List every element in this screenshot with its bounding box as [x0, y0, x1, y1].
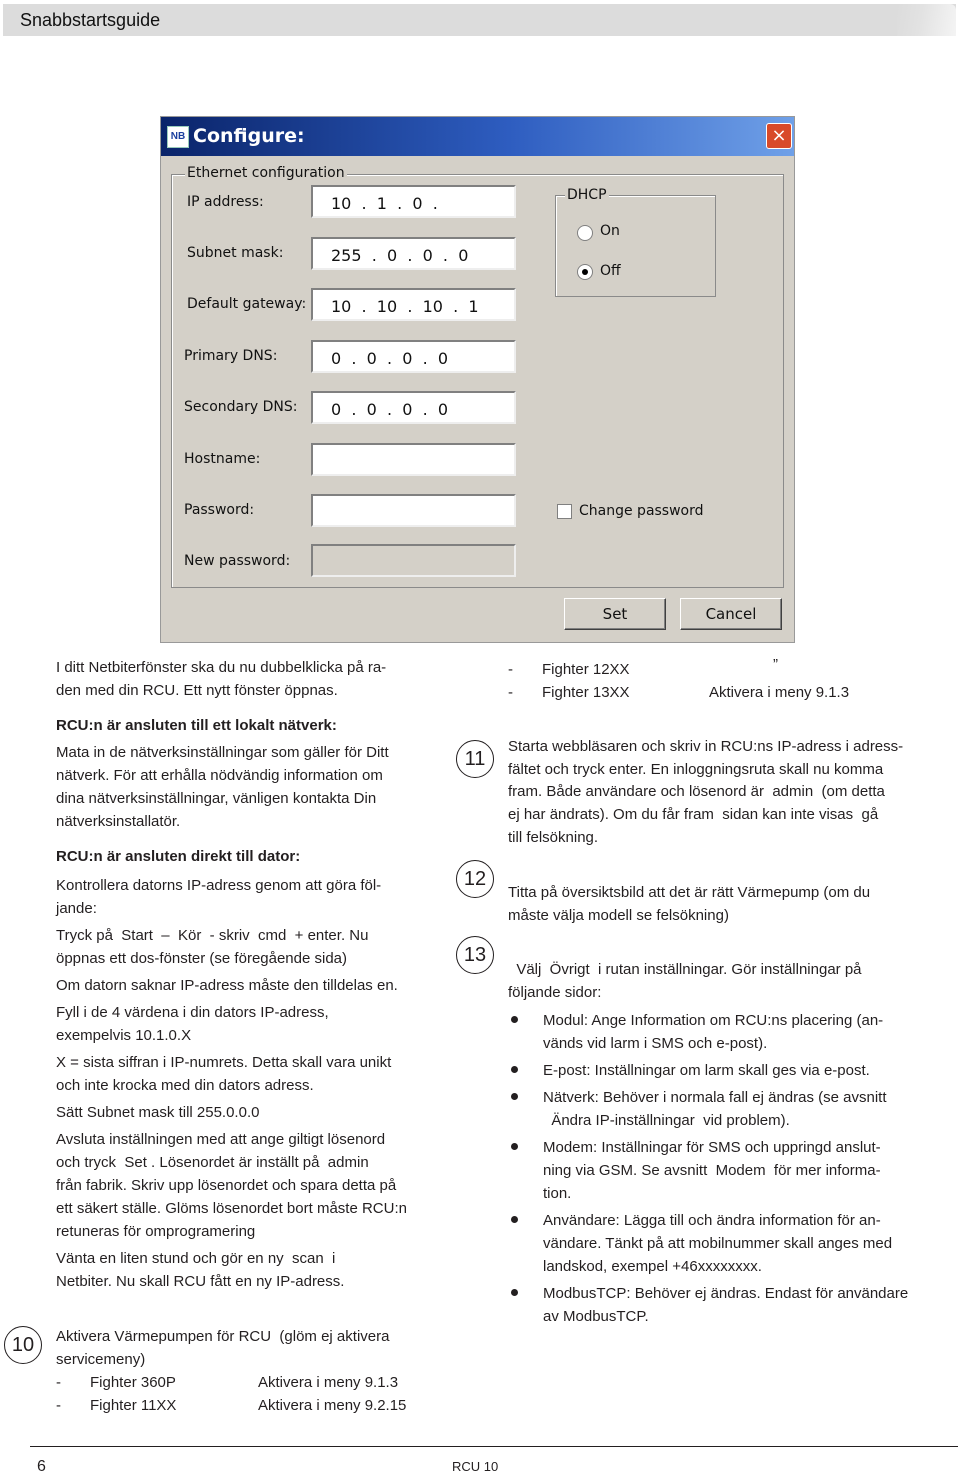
bullet-line: ning via GSM. Se avsnitt Modem för mer informa-	[543, 1162, 881, 1179]
ethernet-config-label: Ethernet configuration	[187, 165, 345, 181]
hostname-label: Hostname:	[184, 451, 261, 467]
p10-line: servicemeny)	[56, 1351, 146, 1368]
p6-line: och inte krocka med din dators adress.	[56, 1077, 314, 1094]
page-number: 6	[37, 1458, 46, 1475]
heading-direct-computer: RCU:n är ansluten direkt till dator:	[56, 848, 301, 865]
p11-line: fram. Både användare och lösenord är admin (om detta	[508, 783, 885, 800]
dialog-titlebar	[161, 117, 794, 156]
bullet-dot	[511, 1093, 518, 1100]
list10-model: Fighter 11XX	[90, 1397, 177, 1414]
bullet-dot	[511, 1216, 518, 1223]
dhcp-on-label: On	[600, 223, 620, 239]
p1-line: nätverksinstallatör.	[56, 813, 181, 830]
bullet-line: vändare. Tänkt på att mobilnummer skall anges med	[543, 1235, 893, 1252]
step-10-badge: 10	[4, 1326, 42, 1364]
p10-line: Aktivera Värmepumpen för RCU (glöm ej aktivera	[56, 1328, 390, 1345]
header-corner	[897, 4, 956, 36]
change-password-label: Change password	[579, 503, 704, 519]
page-title: Snabbstartsguide	[20, 10, 161, 30]
p8-line: och tryck Set . Lösenordet är inställt på admin	[56, 1154, 369, 1171]
bullet-line: Nätverk: Behöver i normala fall ej ändras (se avsnitt	[543, 1089, 887, 1106]
p2-line: jande:	[56, 900, 97, 917]
p1-line: Mata in de nätverksinställningar som gäller för Ditt	[56, 744, 389, 761]
p8-line: Avsluta inställningen med att ange giltigt lösenord	[56, 1131, 386, 1148]
netbiter-app-icon: NB	[167, 126, 189, 148]
hostname-input[interactable]	[311, 443, 516, 476]
list-top-dash: -	[508, 661, 513, 678]
dhcp-label: DHCP	[567, 187, 607, 203]
intro-line-2: den med din RCU. Ett nytt fönster öppnas.	[56, 682, 338, 699]
list10-dash: -	[56, 1397, 61, 1414]
p5-line: exempelvis 10.1.0.X	[56, 1027, 192, 1044]
bullet-line: ModbusTCP: Behöver ej ändras. Endast för användare	[543, 1285, 909, 1302]
primary-dns-input[interactable]: 0 . 0 . 0 . 0	[311, 340, 516, 373]
password-input[interactable]	[311, 494, 516, 527]
subnet-mask-input[interactable]: 255 . 0 . 0 . 0	[311, 237, 516, 270]
p11-line: ej har ändrats). Om du får fram sidan kan inte visas gå	[508, 806, 879, 823]
bullet-dot	[511, 1066, 518, 1073]
primary-dns-label: Primary DNS:	[184, 348, 278, 364]
password-label: Password:	[184, 502, 255, 518]
step-13-badge: 13	[456, 936, 494, 974]
footer-document-name: RCU 10	[452, 1459, 499, 1474]
dhcp-off-label: Off	[600, 263, 621, 279]
p3-line: Tryck på Start – Kör - skriv cmd + enter. Nu	[56, 927, 369, 944]
list-top-action: Aktivera i meny 9.1.3	[709, 684, 850, 701]
bullet-line: Användare: Lägga till och ändra information för an-	[543, 1212, 881, 1229]
p3-line: öppnas ett dos-fönster (se föregående sida)	[56, 950, 348, 967]
default-gateway-label: Default gateway:	[187, 296, 307, 312]
change-password-checkbox[interactable]	[557, 504, 572, 519]
bullet-line: vänds vid larm i SMS och e-post).	[543, 1035, 768, 1052]
bullet-dot	[511, 1143, 518, 1150]
p5-line: Fyll i de 4 värdena i din dators IP-adress,	[56, 1004, 329, 1021]
default-gateway-input[interactable]: 10 . 10 . 10 . 1	[311, 288, 516, 321]
p11-line: till felsökning.	[508, 829, 599, 846]
p13-line: Välj Övrigt i rutan inställningar. Gör inställningar på	[508, 961, 862, 978]
bullet-line: E-post: Inställningar om larm skall ges via e-post.	[543, 1062, 870, 1079]
p1-line: nätverk. För att erhålla nödvändig information om	[56, 767, 383, 784]
list10-action: Aktivera i meny 9.1.3	[258, 1374, 399, 1391]
p13-line: följande sidor:	[508, 984, 602, 1001]
p7-line: Sätt Subnet mask till 255.0.0.0	[56, 1104, 260, 1121]
secondary-dns-label: Secondary DNS:	[184, 399, 298, 415]
list10-model: Fighter 360P	[90, 1374, 176, 1391]
p8-line: från fabrik. Skriv upp lösenordet och spara detta på	[56, 1177, 397, 1194]
step-12-badge: 12	[456, 860, 494, 898]
list-top-model: Fighter 12XX	[542, 661, 630, 678]
dhcp-off-radio[interactable]	[577, 264, 593, 280]
close-button[interactable]	[766, 123, 792, 149]
bullet-line: tion.	[543, 1185, 572, 1202]
step-11-badge: 11	[456, 740, 494, 778]
ip-address-label: IP address:	[187, 194, 264, 210]
dhcp-on-radio[interactable]	[577, 225, 593, 241]
bullet-line: Modul: Ange Information om RCU:ns placering (an-	[543, 1012, 884, 1029]
cancel-button[interactable]: Cancel	[680, 598, 782, 630]
close-icon: ×	[771, 125, 787, 146]
secondary-dns-input[interactable]: 0 . 0 . 0 . 0	[311, 391, 516, 424]
list10-dash: -	[56, 1374, 61, 1391]
p2-line: Kontrollera datorns IP-adress genom att göra föl-	[56, 877, 382, 894]
bullet-line: landskod, exempel +46xxxxxxxx.	[543, 1258, 762, 1275]
bullet-line: Modem: Inställningar för SMS och uppringd anslut-	[543, 1139, 881, 1156]
p9-line: Vänta en liten stund och gör en ny scan i	[56, 1250, 336, 1267]
bullet-dot	[511, 1289, 518, 1296]
p11-line: Starta webbläsaren och skriv in RCU:ns IP-adress i adress-	[508, 738, 904, 755]
new-password-input[interactable]	[311, 544, 516, 577]
list-top-model: Fighter 13XX	[542, 684, 630, 701]
subnet-mask-label: Subnet mask:	[187, 245, 284, 261]
bullet-dot	[511, 1016, 518, 1023]
p12-line: måste välja modell se felsökning)	[508, 907, 729, 924]
p9-line: Netbiter. Nu skall RCU fått en ny IP-adress.	[56, 1273, 345, 1290]
set-button[interactable]: Set	[564, 598, 666, 630]
ip-address-input[interactable]: 10 . 1 . 0 .	[311, 185, 516, 218]
dhcp-group	[555, 195, 716, 297]
new-password-label: New password:	[184, 553, 291, 569]
p1-line: dina nätverksinställningar, vänligen kontakta Din	[56, 790, 377, 807]
intro-line-1: I ditt Netbiterfönster ska du nu dubbelklicka på ra-	[56, 659, 387, 676]
p12-line: Titta på översiktsbild att det är rätt Värmepump (om du	[508, 884, 871, 901]
list-top-dash: -	[508, 684, 513, 701]
configure-dialog	[161, 117, 794, 642]
p6-line: X = sista siffran i IP-numrets. Detta skall vara unikt	[56, 1054, 392, 1071]
list10-action: Aktivera i meny 9.2.15	[258, 1397, 407, 1414]
p8-line: ett säkert ställe. Glöms lösenordet bort måste RCU:n	[56, 1200, 407, 1217]
bullet-line: Ändra IP-inställningar vid problem).	[543, 1112, 790, 1129]
p8-line: retuneras för omprogramering	[56, 1223, 256, 1240]
dialog-title: Configure:	[193, 125, 305, 147]
p4-line: Om datorn saknar IP-adress måste den tilldelas en.	[56, 977, 398, 994]
footer-rule	[30, 1446, 958, 1447]
bullet-line: av ModbusTCP.	[543, 1308, 649, 1325]
heading-local-network: RCU:n är ansluten till ett lokalt nätverk:	[56, 717, 337, 734]
p11-line: fältet och tryck enter. En inloggningsruta skall nu komma	[508, 761, 884, 778]
list-top-action: ”	[773, 656, 778, 673]
